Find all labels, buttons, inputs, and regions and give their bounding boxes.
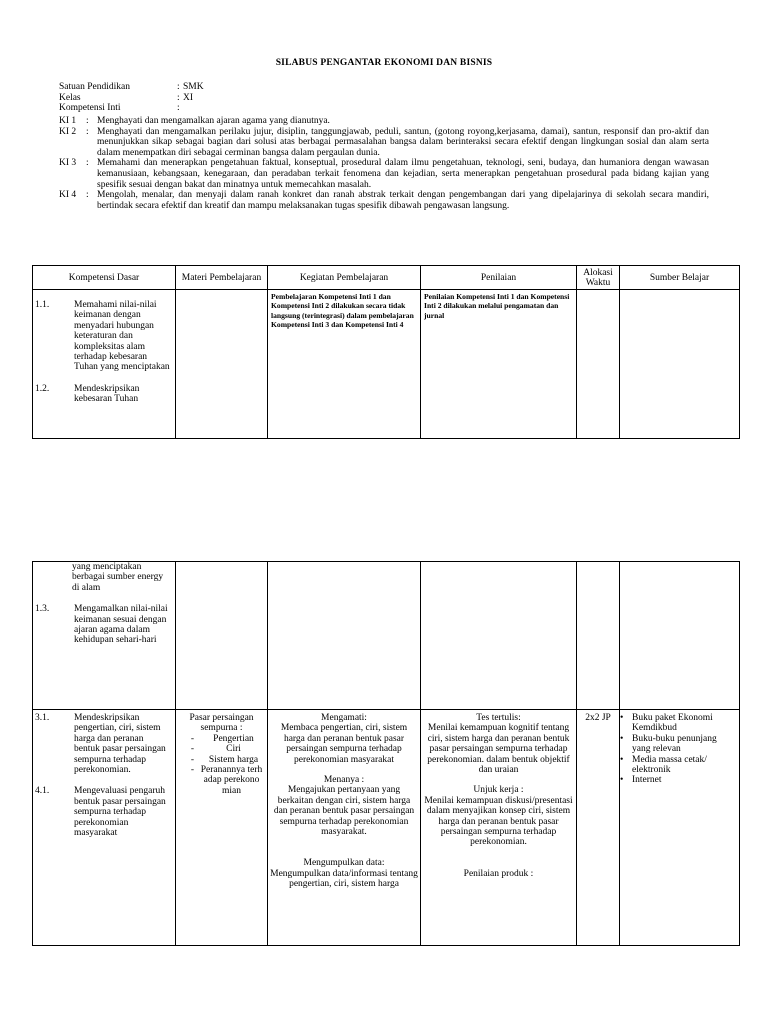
kd-cell (33, 710, 176, 946)
kd-item: 1.1. Memahami nilai-nilai keimanan dengan menyadari hubungan keteraturan dan kompleksitas alam terhadap kebesaran Tuhan yang menciptakan (35, 300, 170, 373)
kegiatan-cell (268, 710, 421, 946)
header-alokasi: Alokasi Waktu (577, 266, 620, 290)
alokasi-cell (577, 290, 620, 439)
info-label: Kelas (59, 92, 81, 103)
syllabus-table-page1 (32, 265, 740, 439)
activity-text: Mengajukan pertanyaan yang berkaitan dengan ciri, sistem harga dan peranan bentuk pasar persaingan sempurna terhadap perekonomian masyarakat. (273, 785, 415, 838)
kd-item: 4.1. Mengevaluasi pengaruh bentuk pasar persaingan sempurna terhadap perekonomian masyarakat (35, 786, 166, 839)
assessment-text: Menilai kemampuan diskusi/presentasi dalam menyajikan konsep ciri, sistem harga dan peranan bentuk pasar persaingan sempurna terhadap perekonomian. (424, 795, 573, 848)
materi-list (176, 734, 267, 796)
info-row: Satuan Pendidikan : SMK (59, 82, 204, 92)
kd-continued-text: yang menciptakan berbagai sumber energy di alam (72, 562, 164, 593)
sumber-cell (620, 290, 740, 439)
header-kegiatan: Kegiatan Pembelajaran (268, 266, 421, 290)
materi-cell (176, 562, 268, 710)
kegiatan-cell: Pembelajaran Kompetensi Inti 1 dan Kompetensi Inti 2 dilakukan secara tidak langsung (terintegrasi) dalam pembelajaran Kompetensi Inti 3 dan Kompetensi Inti 4 (268, 290, 421, 439)
header-kompetensi-dasar: Kompetensi Dasar (33, 266, 176, 290)
kd-item: 1.3. Mengamalkan nilai-nilai keimanan sesuai dengan ajaran agama dalam kehidupan sehari-hari (35, 604, 168, 646)
ki-item: KI 4 : Mengolah, menalar, dan menyaji dalam ranah konkret dan ranah abstrak terkait dengan pengembangan dari yang dipelajarinya di sekolah secara mandiri, bertindak secara efektif dan kreatif dan mampu melaksanakan tugas spesifik dibawah pengawasan langsung. (59, 190, 709, 211)
list-item: - Peranannya terhadap perekonomian (190, 765, 263, 796)
assessment-heading: Penilaian produk : (463, 868, 534, 879)
kd-item: 1.2. Mendeskripsikan kebesaran Tuhan (35, 383, 140, 405)
list-item: - Ciri (190, 744, 241, 755)
assessment-text: Menilai kemampuan kognitif tentang ciri, sistem harga dan peranan bentuk pasar persaingan sempurna terhadap perekonomian. dalam bentuk objektif dan uraian (427, 723, 570, 776)
kegiatan-cell (268, 562, 421, 710)
header-sumber: Sumber Belajar (620, 266, 740, 290)
sumber-cell (620, 710, 740, 946)
info-row: Kompetensi Inti : (59, 103, 180, 114)
kd-cell (33, 562, 176, 710)
kd-cell (33, 290, 176, 439)
alokasi-cell (577, 710, 620, 946)
info-row: Kelas : XI (59, 92, 194, 103)
activity-heading: Mengamati: (321, 713, 367, 723)
info-value: XI (183, 92, 194, 103)
time-allocation: 2x2 JP (585, 713, 611, 723)
activity-text: Membaca pengertian, ciri, sistem harga dan peranan bentuk pasar persaingan sempurna terhadap perekonomian masyarakat (280, 723, 408, 765)
syllabus-table-page2 (32, 561, 740, 946)
list-item: • Buku-buku penunjang yang relevan (620, 733, 717, 755)
activity-heading: Mengumpulkan data: (303, 858, 385, 869)
kd-item: 3.1. Mendeskripsikan pengertian, ciri, sistem harga dan peranan bentuk pasar persaingan sempurna terhadap perekonomian. (35, 713, 166, 776)
materi-cell (176, 710, 268, 946)
ki-item: KI 1 : Menghayati dan mengamalkan ajaran agama yang dianutnya. (59, 116, 330, 126)
assessment-heading: Tes tertulis: (476, 713, 521, 723)
alokasi-cell (577, 562, 620, 710)
list-item: - Pengertian (190, 733, 254, 744)
info-label: Kompetensi Inti (59, 103, 121, 114)
list-item: • Buku paket Ekonomi Kemdikbud (620, 713, 713, 734)
materi-cell (176, 290, 268, 439)
list-item: - Sistem harga (190, 754, 259, 765)
ki-item: KI 3 : Memahami dan menerapkan pengetahuan faktual, konseptual, prosedural dalam ilmu pengetahuan, teknologi, seni, budaya, dan humaniora dengan wawasan kemanusiaan, kebangsaan, kenegaraan, dan peradaban terkait fenomena dan kejadian, serta menerapkan pengetahuan prosedural pada bidang kajian yang spesifik sesuai dengan bakat dan minatnya untuk memecahkan masalah. (59, 158, 709, 190)
activity-text: Mengumpulkan data/informasi tentang pengertian, ciri, sistem harga (270, 868, 418, 890)
penilaian-cell (421, 562, 577, 710)
source-list (620, 710, 739, 786)
materi-title: Pasar persaingan sempurna : (189, 713, 254, 734)
assessment-heading: Unjuk kerja : (473, 785, 524, 796)
header-materi: Materi Pembelajaran (176, 266, 268, 290)
penilaian-cell (421, 710, 577, 946)
penilaian-cell: Penilaian Kompetensi Inti 1 dan Kompetensi Inti 2 dilakukan melalui pengamatan dan jurnal (421, 290, 577, 439)
header-penilaian: Penilaian (421, 266, 577, 290)
document-title: SILABUS PENGANTAR EKONOMI DAN BISNIS (275, 58, 493, 68)
activity-heading: Menanya : (323, 775, 365, 786)
info-value: SMK (183, 82, 204, 92)
school-info (59, 82, 719, 114)
ki-item: KI 2 : Menghayati dan mengamalkan perilaku jujur, disiplin, tanggungjawab, peduli, santun, (gotong royong,kerjasama, damai), santun, responsif dan pro-aktif dan menunjukkan sikap sebagai bagian dari solusi atas berbagai permasalahan bangsa dalam berinteraksi secara efektif dengan lingkungan sosial dan alam serta dalam menempatkan diri sebagai cerminan bangsa dalam pergaulan dunia. (59, 126, 709, 158)
sumber-cell (620, 562, 740, 710)
list-item: • Media massa cetak/ elektronik (620, 754, 707, 776)
core-competencies (59, 116, 709, 211)
list-item: • Internet (620, 775, 662, 786)
info-label: Satuan Pendidikan (59, 82, 130, 92)
